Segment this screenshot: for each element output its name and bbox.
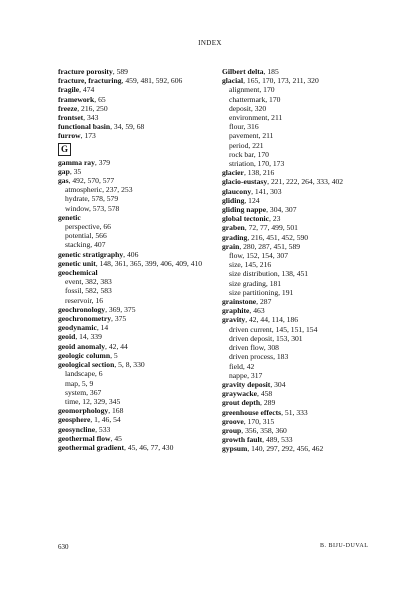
index-subentry: map, 5, 9 xyxy=(65,378,94,388)
index-entry xyxy=(222,398,372,407)
index-entry xyxy=(222,233,372,242)
index-term: genetic xyxy=(58,212,81,222)
index-subentry: flour, 316 xyxy=(229,122,259,132)
index-entry xyxy=(58,406,208,415)
index-term: gas xyxy=(58,176,69,186)
index-term: geosyncline xyxy=(58,424,96,434)
index-term: gravity deposit xyxy=(222,379,271,389)
index-pages: 356, 358, 360 xyxy=(245,425,287,435)
index-entry xyxy=(58,176,208,185)
index-pages: 589 xyxy=(116,67,128,76)
index-pages: 14 xyxy=(100,323,109,333)
term-separator: , xyxy=(114,360,119,370)
index-term: geoid xyxy=(58,332,76,342)
index-entry xyxy=(58,113,208,122)
index-subentry: landscape, 6 xyxy=(65,369,103,379)
term-separator: , xyxy=(121,76,126,86)
index-pages: 221, 222, 264, 333, 402 xyxy=(270,177,344,187)
index-entry xyxy=(58,67,208,76)
index-entry xyxy=(58,425,208,434)
index-term: geochronology xyxy=(58,304,106,314)
index-subentry: rock bar, 170 xyxy=(229,149,269,159)
index-term: geomorphology xyxy=(58,406,109,416)
index-subentry: pavement, 211 xyxy=(229,131,274,141)
index-term: framework xyxy=(58,94,95,104)
index-term: groove xyxy=(222,416,244,426)
index-term: growth fault xyxy=(222,435,263,445)
index-entry xyxy=(58,104,208,113)
index-subentry: time, 12, 329, 345 xyxy=(65,396,121,406)
term-separator: , xyxy=(79,85,83,95)
index-subentry: driven current, 145, 151, 154 xyxy=(229,324,318,334)
index-term: grout depth xyxy=(222,398,261,408)
index-entry xyxy=(222,187,372,196)
index-entry xyxy=(58,213,208,222)
index-pages: 533 xyxy=(98,424,111,434)
index-term: geosphere xyxy=(58,415,91,425)
index-pages: 170, 315 xyxy=(247,416,275,426)
index-entry xyxy=(222,223,372,232)
index-subentry: reservoir, 16 xyxy=(65,295,104,305)
index-subentry: period, 221 xyxy=(229,140,264,150)
index-subentry: field, 42 xyxy=(229,361,255,371)
index-pages: 375 xyxy=(114,314,127,324)
index-pages: 141, 303 xyxy=(254,186,282,196)
running-header: INDEX xyxy=(198,39,222,47)
index-subentry: striation, 170, 173 xyxy=(229,159,285,169)
index-entry xyxy=(58,332,208,341)
index-entry xyxy=(58,131,208,140)
index-term: gliding xyxy=(222,195,245,205)
term-separator: , xyxy=(243,168,248,178)
index-term: furrow xyxy=(58,131,81,141)
index-entry xyxy=(222,408,372,417)
index-term: graywacke xyxy=(222,389,258,399)
term-separator: , xyxy=(267,177,271,187)
index-pages: 138, 216 xyxy=(247,168,275,178)
index-entry xyxy=(222,205,372,214)
index-pages: 168 xyxy=(112,406,124,416)
index-pages: 369, 375 xyxy=(108,304,136,314)
index-pages: 23 xyxy=(272,214,281,224)
term-separator: , xyxy=(110,433,115,443)
term-separator: , xyxy=(262,435,266,445)
index-term: Gilbert delta xyxy=(222,67,264,76)
term-separator: , xyxy=(257,389,261,399)
term-separator: , xyxy=(243,416,248,426)
term-separator: , xyxy=(105,341,109,351)
term-separator: , xyxy=(243,76,247,86)
index-term: genetic unit xyxy=(58,258,96,268)
term-separator: , xyxy=(94,157,99,167)
index-term: fracture, fracturing xyxy=(58,76,122,86)
index-term: glacio-eustasy xyxy=(222,177,268,187)
index-pages: 148, 361, 365, 399, 406, 409, 410 xyxy=(99,258,203,268)
index-pages: 34, 59, 68 xyxy=(113,122,145,132)
index-term: geological section xyxy=(58,360,115,370)
index-term: functional basin xyxy=(58,122,111,132)
index-entry xyxy=(58,268,208,277)
index-pages: 304 xyxy=(274,379,286,389)
index-pages: 287 xyxy=(259,297,272,307)
index-entry xyxy=(58,76,208,85)
index-pages: 185 xyxy=(267,67,279,76)
index-entry xyxy=(222,417,372,426)
index-pages: 124 xyxy=(248,195,260,205)
index-term: fracture porosity xyxy=(58,67,113,76)
index-term: grading xyxy=(222,232,248,242)
index-term: grain xyxy=(222,241,240,251)
index-pages: 304, 307 xyxy=(269,205,297,215)
term-separator: , xyxy=(124,442,128,452)
term-separator: , xyxy=(77,103,82,113)
section-letter xyxy=(58,141,208,158)
index-entry xyxy=(222,306,372,315)
index-term: geothermal flow xyxy=(58,433,111,443)
index-pages: 65 xyxy=(98,94,106,104)
term-separator: , xyxy=(80,131,85,141)
term-separator: , xyxy=(281,407,285,417)
index-subentry: chattermark, 170 xyxy=(229,94,281,104)
index-pages: 492, 570, 577 xyxy=(72,176,115,186)
index-pages: 463 xyxy=(253,306,265,316)
index-entry xyxy=(58,434,208,443)
index-term: glaucony xyxy=(222,186,252,196)
index-pages: 140, 297, 292, 456, 462 xyxy=(251,444,324,454)
index-term: greenhouse effects xyxy=(222,407,282,417)
index-pages: 173 xyxy=(84,131,96,141)
index-entry xyxy=(58,85,208,94)
index-pages: 45 xyxy=(114,433,122,443)
index-entry xyxy=(58,259,208,268)
index-term: geothermal gradient xyxy=(58,442,125,452)
index-pages: 216, 250 xyxy=(81,103,108,113)
index-term: genetic stratigraphy xyxy=(58,249,124,259)
index-entry xyxy=(222,214,372,223)
index-subentry: driven deposit, 153, 301 xyxy=(229,333,303,343)
index-pages: 42, 44 xyxy=(108,341,128,351)
index-term: gypsum xyxy=(222,444,248,454)
term-separator: , xyxy=(244,195,249,205)
term-separator: , xyxy=(239,241,244,251)
index-entry xyxy=(58,443,208,452)
index-term: geoid anomaly xyxy=(58,341,106,351)
index-term: gamma ray xyxy=(58,157,95,167)
index-entry xyxy=(222,196,372,205)
index-pages: 474 xyxy=(82,85,95,95)
index-entry xyxy=(222,168,372,177)
index-subentry: hydrate, 578, 579 xyxy=(65,194,119,204)
term-separator: , xyxy=(68,176,73,186)
index-entry xyxy=(58,314,208,323)
index-term: freeze xyxy=(58,103,78,113)
term-separator: , xyxy=(75,332,80,342)
index-subentry: nappe, 317 xyxy=(229,370,263,380)
index-term: grainstone xyxy=(222,297,257,307)
term-separator: , xyxy=(247,444,252,454)
index-entry xyxy=(222,177,372,186)
term-separator: , xyxy=(95,424,99,434)
term-separator: , xyxy=(95,258,100,268)
page-number: 630 xyxy=(58,543,69,551)
index-subentry: deposit, 320 xyxy=(229,103,267,113)
index-subentry: atmospheric, 237, 253 xyxy=(65,185,133,195)
index-entry xyxy=(222,389,372,398)
index-pages: 72, 77, 499, 501 xyxy=(248,223,298,233)
index-pages: 343 xyxy=(86,113,99,123)
index-column-left xyxy=(58,67,208,452)
index-column-right xyxy=(222,67,372,454)
term-separator: , xyxy=(110,122,114,132)
term-separator: , xyxy=(260,398,264,408)
index-subentry: flow, 152, 154, 307 xyxy=(229,251,288,261)
index-pages: 1, 46, 54 xyxy=(94,415,121,425)
index-subentry: potential, 566 xyxy=(65,231,107,241)
term-separator: , xyxy=(112,67,117,76)
term-separator: , xyxy=(251,186,255,196)
term-separator: , xyxy=(105,304,109,314)
index-pages: 165, 170, 173, 211, 320 xyxy=(246,76,319,86)
index-subentry: driven process, 183 xyxy=(229,352,289,362)
index-entry xyxy=(58,360,208,369)
index-entry xyxy=(222,315,372,324)
index-pages: 216, 451, 452, 590 xyxy=(251,232,309,242)
index-subentry: system, 367 xyxy=(65,387,102,397)
index-subentry: event, 382, 383 xyxy=(65,277,112,287)
term-separator: , xyxy=(94,94,99,104)
index-pages: 5, 8, 330 xyxy=(118,360,145,370)
term-separator: , xyxy=(96,323,101,333)
index-term: glacier xyxy=(222,168,244,178)
index-subentry: window, 573, 578 xyxy=(65,203,120,213)
index-term: gap xyxy=(58,166,70,176)
index-subentry: environment, 211 xyxy=(229,113,283,123)
index-term: global tectonic xyxy=(222,214,270,224)
index-entry xyxy=(222,426,372,435)
index-pages: 42, 44, 114, 186 xyxy=(249,315,299,325)
index-subentry: size grading, 181 xyxy=(229,278,282,288)
term-separator: , xyxy=(110,350,114,360)
author-footer: B. BIJU-DUVAL xyxy=(320,543,369,549)
index-entry xyxy=(58,342,208,351)
index-term: gravity xyxy=(222,315,246,325)
index-term: fragile xyxy=(58,85,80,95)
index-term: group xyxy=(222,425,242,435)
index-subentry: fossil, 582, 583 xyxy=(65,286,112,296)
index-term: gliding nappe xyxy=(222,205,267,215)
index-pages: 489, 533 xyxy=(265,435,293,445)
term-separator: , xyxy=(244,223,249,233)
index-subentry: size distribution, 138, 451 xyxy=(229,269,309,279)
index-term: geodynamic xyxy=(58,323,97,333)
index-term: graphite xyxy=(222,306,250,316)
index-entry xyxy=(58,95,208,104)
index-pages: 14, 339 xyxy=(79,332,102,342)
index-entry xyxy=(58,167,208,176)
index-entry xyxy=(222,435,372,444)
index-pages: 51, 333 xyxy=(284,407,308,417)
index-subentry: size partitioning, 191 xyxy=(229,287,294,297)
index-pages: 379 xyxy=(98,157,111,167)
term-separator: , xyxy=(111,314,115,324)
term-separator: , xyxy=(83,113,87,123)
index-subentry: driven flow, 308 xyxy=(229,343,279,353)
term-separator: , xyxy=(69,166,74,176)
index-entry xyxy=(222,76,372,85)
index-pages: 35 xyxy=(73,166,82,176)
index-pages: 459, 481, 592, 606 xyxy=(125,76,183,86)
index-pages: 458 xyxy=(260,389,273,399)
index-pages: 5 xyxy=(113,350,118,360)
index-term: geologic column xyxy=(58,350,111,360)
index-term: glacial xyxy=(222,76,244,86)
index-entry xyxy=(58,122,208,131)
index-pages: 45, 46, 77, 430 xyxy=(127,442,174,452)
term-separator: , xyxy=(245,315,249,325)
index-term: geochronometry xyxy=(58,314,112,324)
term-separator: , xyxy=(266,205,270,215)
index-entry xyxy=(58,415,208,424)
term-separator: , xyxy=(108,406,112,416)
index-entry xyxy=(222,242,372,251)
index-subentry: perspective, 66 xyxy=(65,222,111,232)
term-separator: , xyxy=(123,249,127,259)
term-separator: , xyxy=(270,379,275,389)
index-entry xyxy=(58,250,208,259)
index-term: frontset xyxy=(58,113,84,123)
section-letter-box: G xyxy=(58,143,71,156)
term-separator: , xyxy=(247,232,252,242)
term-separator: , xyxy=(90,415,95,425)
index-entry xyxy=(222,297,372,306)
index-entry xyxy=(222,380,372,389)
index-subentry: stacking, 407 xyxy=(65,240,106,250)
index-pages: 280, 287, 451, 589 xyxy=(243,241,301,251)
index-subentry: size, 145, 216 xyxy=(229,260,272,270)
index-term: geochemical xyxy=(58,268,98,278)
term-separator: , xyxy=(269,214,273,224)
term-separator: , xyxy=(241,425,246,435)
term-separator: , xyxy=(256,297,260,307)
index-entry xyxy=(58,351,208,360)
index-entry xyxy=(58,158,208,167)
index-entry xyxy=(222,444,372,453)
term-separator: , xyxy=(263,67,268,76)
index-entry xyxy=(222,67,372,76)
index-pages: 406 xyxy=(126,249,139,259)
index-subentry: alignment, 170 xyxy=(229,85,275,95)
index-term: graben xyxy=(222,223,245,233)
index-entry xyxy=(58,305,208,314)
term-separator: , xyxy=(249,306,254,316)
index-pages: 289 xyxy=(263,398,276,408)
index-entry xyxy=(58,323,208,332)
